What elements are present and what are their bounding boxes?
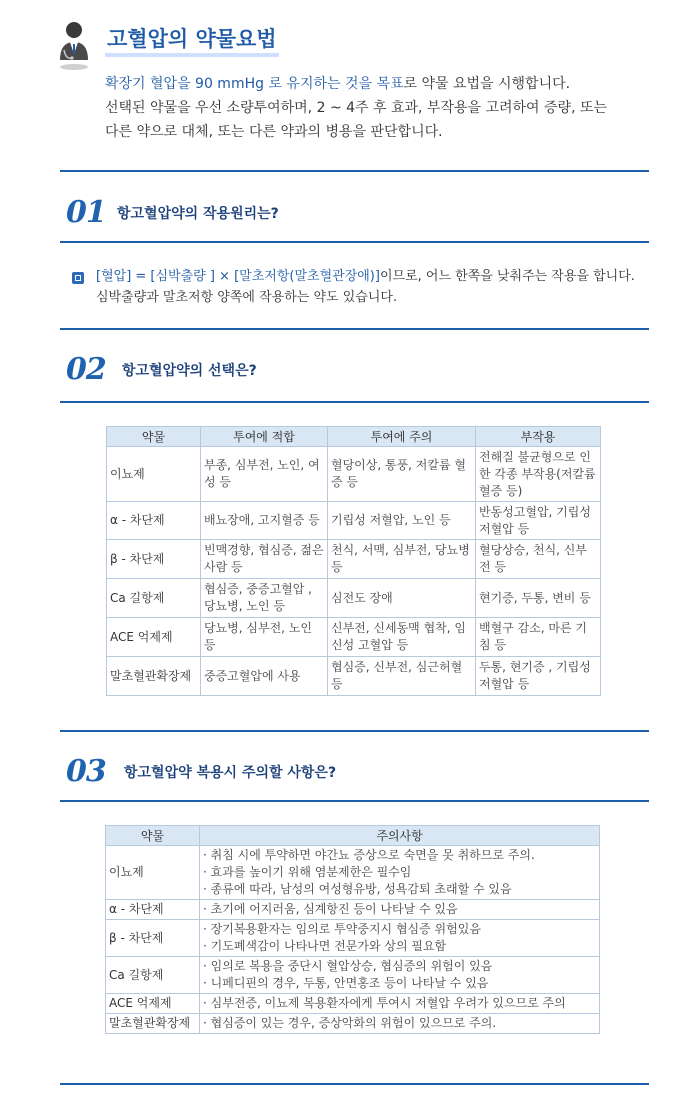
table-cell: 천식, 서맥, 심부전, 당뇨병 등 <box>328 540 476 579</box>
table-row <box>106 994 600 1014</box>
intro-goal-highlight: 확장기 혈압을 90 mmHg 로 유지하는 것을 목표 <box>105 76 404 92</box>
drug-cell: Ca 길항제 <box>106 957 200 994</box>
drug-cell: 말초혈관확장제 <box>107 657 201 696</box>
intro-line-2: 선택된 약물을 우선 소량투여하며, 2 ~ 4주 후 효과, 부작용을 고려하여 증량, 또는 <box>105 100 608 116</box>
table-row <box>106 920 600 957</box>
drug-cell: α - 차단제 <box>107 502 201 540</box>
table-cell: 협심증, 신부전, 심근허혈 등 <box>328 657 476 696</box>
note-line: · 심부전증, 이뇨제 복용환자에게 투여시 저혈압 우려가 있으므로 주의 <box>203 996 566 1010</box>
table-row <box>107 447 601 502</box>
table-cell: 백혈구 감소, 마른 기침 등 <box>476 618 601 657</box>
notes-cell <box>200 994 600 1014</box>
table-cell: 혈당이상, 통풍, 저칼륨 혈증 등 <box>328 447 476 502</box>
table-row <box>107 502 601 540</box>
column-header: 부작용 <box>476 427 601 447</box>
section-2-number: 02 <box>66 352 106 387</box>
note-line: · 초기에 어지러움, 심계항진 등이 나타날 수 있음 <box>203 902 458 916</box>
section-2-title: 항고혈압약의 선택은? <box>122 363 257 379</box>
section-1-number: 01 <box>66 195 106 230</box>
drug-cell: β - 차단제 <box>106 920 200 957</box>
table-header-row <box>106 826 600 846</box>
table-row <box>106 846 600 900</box>
table-cell: 두통, 현기증 , 기립성 저혈압 등 <box>476 657 601 696</box>
divider <box>60 170 649 172</box>
column-header: 약물 <box>106 826 200 846</box>
divider <box>60 730 649 732</box>
table-cell: 배뇨장애, 고지혈증 등 <box>201 502 328 540</box>
table-cell: 부종, 심부전, 노인, 여성 등 <box>201 447 328 502</box>
divider <box>60 328 649 330</box>
table-row <box>106 1014 600 1034</box>
column-header: 주의사항 <box>200 826 600 846</box>
notes-cell <box>200 920 600 957</box>
note-line: · 임의로 복용을 중단시 혈압상승, 협심증의 위험이 있음 <box>203 959 493 973</box>
intro-line-3: 다른 약으로 대체, 또는 다른 약과의 병용을 판단합니다. <box>105 124 443 140</box>
section-1-text <box>96 266 641 308</box>
note-line: · 기도폐색감이 나타나면 전문가와 상의 필요함 <box>203 939 447 953</box>
bp-formula: [혈압] = [심박출량 ] × [말초저항(말초혈관장애)] <box>96 269 380 284</box>
table-header-row <box>107 427 601 447</box>
divider <box>60 800 649 802</box>
note-line: · 니페디핀의 경우, 두통, 안면홍조 등이 나타날 수 있음 <box>203 976 489 990</box>
section-3-number: 03 <box>66 754 106 789</box>
drug-cell: 이뇨제 <box>106 846 200 900</box>
drug-selection-table <box>106 426 601 696</box>
divider <box>60 241 649 243</box>
intro-line-1-rest: 로 약물 요법을 시행합니다. <box>403 76 571 92</box>
table-row <box>106 957 600 994</box>
section-1-text-rest: 이므로, 어느 한쪽을 낮춰주는 작용을 합니다. 심박출량과 말초저항 양쪽에 작용하는 약도 있습니다. <box>96 269 635 305</box>
drug-cell: 말초혈관확장제 <box>106 1014 200 1034</box>
table-cell: 기립성 저혈압, 노인 등 <box>328 502 476 540</box>
table-cell: 현기증, 두통, 변비 등 <box>476 579 601 618</box>
drug-cell: Ca 길항제 <box>107 579 201 618</box>
column-header: 약물 <box>107 427 201 447</box>
table-row <box>107 579 601 618</box>
intro-text <box>105 72 665 144</box>
notes-cell <box>200 1014 600 1034</box>
square-bullet-icon <box>72 272 84 284</box>
table-cell: 협심증, 중증고혈압 , 당뇨병, 노인 등 <box>201 579 328 618</box>
divider <box>60 401 649 403</box>
table-row <box>107 618 601 657</box>
doctor-icon <box>56 20 92 72</box>
drug-cell: ACE 억제제 <box>106 994 200 1014</box>
section-3-title: 항고혈압약 복용시 주의할 사항은? <box>124 765 337 781</box>
table-cell: 반동성고혈압, 기립성 저혈압 등 <box>476 502 601 540</box>
divider <box>60 1083 649 1085</box>
table-cell: 신부전, 신세동맥 협착, 임신성 고혈압 등 <box>328 618 476 657</box>
table-cell: 당뇨병, 심부전, 노인 등 <box>201 618 328 657</box>
notes-cell <box>200 846 600 900</box>
note-line: · 취침 시에 투약하면 야간뇨 증상으로 숙면을 못 취하므로 주의. <box>203 848 535 862</box>
note-line: · 협심증이 있는 경우, 증상악화의 위험이 있으므로 주의. <box>203 1016 497 1030</box>
note-line: · 종류에 따라, 남성의 여성형유방, 성욕감퇴 초래할 수 있음 <box>203 882 512 896</box>
table-cell: 전해질 불균형으로 인한 각종 부작용(저칼륨 혈증 등) <box>476 447 601 502</box>
drug-cell: α - 차단제 <box>106 900 200 920</box>
drug-cell: ACE 억제제 <box>107 618 201 657</box>
section-1-title: 항고혈압약의 작용원리는? <box>117 206 279 222</box>
table-cell: 심전도 장애 <box>328 579 476 618</box>
column-header: 투여에 주의 <box>328 427 476 447</box>
table-cell: 혈당상승, 천식, 신부전 등 <box>476 540 601 579</box>
drug-precaution-table <box>105 825 600 1034</box>
drug-cell: β - 차단제 <box>107 540 201 579</box>
table-cell: 빈맥경향, 협심증, 젊은 사람 등 <box>201 540 328 579</box>
column-header: 투여에 적합 <box>201 427 328 447</box>
drug-cell: 이뇨제 <box>107 447 201 502</box>
table-row <box>106 900 600 920</box>
table-row <box>107 540 601 579</box>
table-cell: 중증고혈압에 사용 <box>201 657 328 696</box>
table-row <box>107 657 601 696</box>
note-line: · 장기복용환자는 임의로 투약중지시 협심증 위험있음 <box>203 922 481 936</box>
notes-cell <box>200 900 600 920</box>
note-line: · 효과를 높이기 위해 염분제한은 필수임 <box>203 865 412 879</box>
page-title: 고혈압의 약물요법 <box>105 25 279 57</box>
notes-cell <box>200 957 600 994</box>
intro-line-1 <box>105 72 665 96</box>
